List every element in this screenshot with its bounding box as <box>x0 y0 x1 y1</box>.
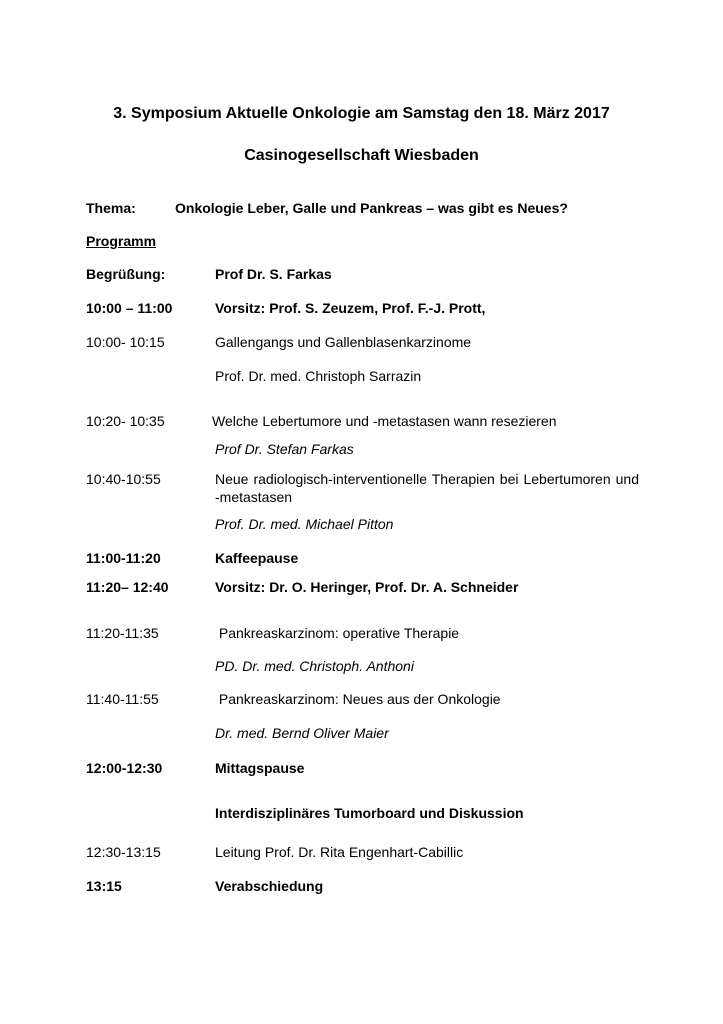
row-time: Begrüßung: <box>86 266 166 282</box>
row-time: 10:00- 10:15 <box>86 334 165 350</box>
row-text: Mittagspause <box>215 760 305 776</box>
row-time: 12:30-13:15 <box>86 844 161 860</box>
row-time: 11:20– 12:40 <box>86 579 169 595</box>
row-time: 11:00-11:20 <box>86 550 161 566</box>
speaker-talk4: PD. Dr. med. Christoph. Anthoni <box>215 658 414 674</box>
row-text: Prof Dr. S. Farkas <box>215 266 332 282</box>
row-text: Leitung Prof. Dr. Rita Engenhart-Cabillic <box>215 844 464 860</box>
speaker-talk3: Prof. Dr. med. Michael Pitton <box>215 516 394 532</box>
row-time: 12:00-12:30 <box>86 760 163 776</box>
row-text: Pankreaskarzinom: operative Therapie <box>215 625 460 641</box>
row-text: Welche Lebertumore und -metastasen wann resezieren <box>212 413 557 429</box>
programm-heading: Programm <box>86 233 157 249</box>
talk3-text: Neue radiologisch-interventionelle Therapien bei Lebertumoren und -metastasen <box>215 471 639 505</box>
row-time: 10:00 – 11:00 <box>86 300 173 316</box>
row-text: Kaffeepause <box>215 550 299 566</box>
row-time: 11:20-11:35 <box>86 625 159 641</box>
row-text: Vorsitz: Dr. O. Heringer, Prof. Dr. A. Schneider <box>215 579 519 595</box>
row-time: 10:20- 10:35 <box>86 413 165 429</box>
speaker-talk1: Prof. Dr. med. Christoph Sarrazin <box>215 368 422 384</box>
row-text: Pankreaskarzinom: Neues aus der Onkologie <box>215 691 501 707</box>
tumorboard-heading: Interdisziplinäres Tumorboard und Diskussion <box>215 805 524 821</box>
speaker-talk2: Prof Dr. Stefan Farkas <box>215 441 354 457</box>
row-time: 13:15 <box>86 878 122 894</box>
venue-title: Casinogesellschaft Wiesbaden <box>244 147 479 164</box>
row-time: 11:40-11:55 <box>86 691 159 707</box>
speaker-talk5: Dr. med. Bernd Oliver Maier <box>215 725 389 741</box>
row-time: 10:40-10:55 <box>86 471 161 487</box>
row-text: Verabschiedung <box>215 878 324 894</box>
row-text: Gallengangs und Gallenblasenkarzinome <box>215 334 472 350</box>
row-text: Vorsitz: Prof. S. Zeuzem, Prof. F.-J. Prott, <box>215 300 486 316</box>
thema-label: Thema: <box>86 200 136 216</box>
symposium-title: 3. Symposium Aktuelle Onkologie am Samstag den 18. März 2017 <box>113 105 610 122</box>
thema-text: Onkologie Leber, Galle und Pankreas – was gibt es Neues? <box>175 200 568 216</box>
